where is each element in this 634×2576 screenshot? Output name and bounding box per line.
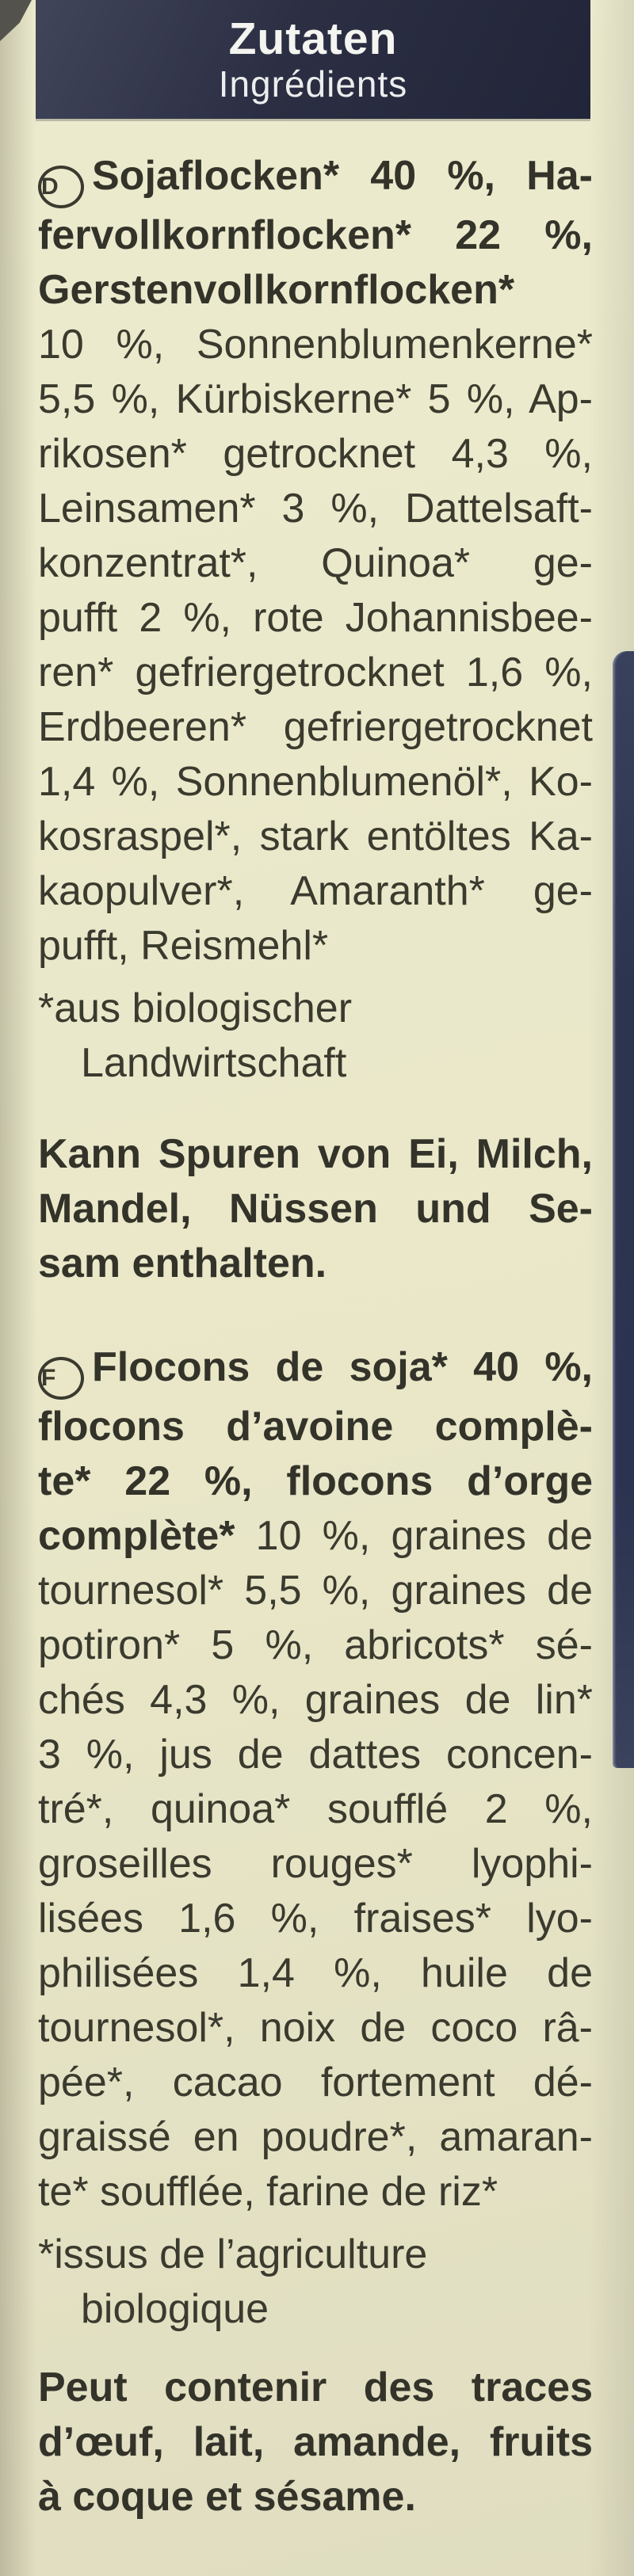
ingredients-header-panel: [36, 0, 590, 119]
ingredient-text-bold: Sojaflocken* 40 %, Ha-: [92, 153, 593, 199]
text-line: [38, 700, 593, 755]
text-line: [38, 372, 593, 427]
text-line: [38, 1509, 593, 1564]
allergen-note-de: [38, 1127, 593, 1291]
text-line: [38, 1728, 593, 1782]
text-line: [38, 1182, 593, 1237]
text-line: [38, 2361, 593, 2415]
ingredient-text: ren* gefriergetrocknet 1,6 %,: [38, 650, 593, 695]
ingredient-text: 1,4 %, Sonnenblumenöl*, Ko-: [38, 759, 593, 805]
circled-d-language-marker: D: [38, 166, 84, 208]
text-line: [38, 2001, 593, 2056]
text-line: [38, 263, 593, 318]
text-line: [38, 427, 593, 482]
text-line: [38, 591, 593, 646]
ingredient-text-bold: à coque et sésame.: [38, 2474, 416, 2520]
ingredient-text: Leinsamen* 3 %, Dattelsaft-: [38, 486, 593, 532]
text-line: [38, 1237, 593, 1291]
ingredient-text-bold: Kann Spuren von Ei, Milch,: [38, 1131, 593, 1177]
package-edge-strip: [613, 651, 634, 1768]
ingredient-text-bold: Flocons de soja* 40 %,: [92, 1344, 593, 1390]
ingredient-paragraph-de: [38, 149, 593, 974]
organic-footnote-fr: [38, 2227, 593, 2337]
text-line: [38, 149, 593, 208]
ingredient-text-bold: fervollkornflocken* 22 %,: [38, 212, 593, 258]
ingredient-text: biologique: [81, 2286, 269, 2332]
text-line: [38, 1564, 593, 1618]
text-line: [38, 1946, 593, 2001]
text-line: [38, 1127, 593, 1182]
ingredient-text: 10 %, graines de: [235, 1513, 593, 1559]
ingredient-text: tré*, quinoa* soufflé 2 %,: [38, 1786, 593, 1832]
ingredient-text: Landwirtschaft: [81, 1040, 347, 1086]
ingredient-text: 3 %, jus de dattes concen-: [38, 1732, 593, 1778]
ingredient-text: potiron* 5 %, abricots* sé-: [38, 1622, 593, 1668]
text-line: [38, 1837, 593, 1892]
header-title-de: Zutaten: [228, 13, 398, 64]
organic-footnote-de: [38, 981, 593, 1091]
ingredient-text: chés 4,3 %, graines de lin*: [38, 1677, 593, 1723]
ingredient-text: kosraspel*, stark entöltes Ka-: [38, 814, 593, 859]
text-line: [38, 810, 593, 864]
allergen-note-fr: [38, 2361, 593, 2525]
ingredient-text: kaopulver*, Amaranth* ge-: [38, 868, 593, 914]
ingredient-text: te* soufflée, farine de riz*: [38, 2169, 498, 2215]
ingredient-text: 5,5 %, Kürbiskerne* 5 %, Ap-: [38, 376, 593, 422]
ingredient-text-bold: complète*: [38, 1513, 235, 1559]
text-line: [38, 1673, 593, 1728]
ingredient-text-bold: d’œuf, lait, amande, fruits: [38, 2419, 593, 2465]
text-line: [38, 864, 593, 919]
ingredient-text: Erdbeeren* gefriergetrocknet: [38, 704, 593, 750]
ingredient-text-bold: sam enthalten.: [38, 1240, 327, 1286]
text-line: [38, 482, 593, 536]
ingredient-text-bold: Peut contenir des traces: [38, 2365, 593, 2410]
text-line: [38, 2056, 593, 2110]
ingredient-text: pufft 2 %, rote Johannisbee-: [38, 595, 593, 641]
text-line: [38, 646, 593, 700]
text-line: [38, 1618, 593, 1673]
ingredient-text: philisées 1,4 %, huile de: [38, 1950, 593, 1996]
text-line: [38, 2415, 593, 2470]
text-line: [38, 1400, 593, 1454]
text-line: [38, 1454, 593, 1509]
package-fold-shadow: [0, 0, 32, 41]
ingredient-text-bold: Gerstenvollkornflocken*: [38, 267, 515, 313]
ingredient-text: pée*, cacao fortement dé-: [38, 2060, 593, 2105]
text-line: [38, 208, 593, 263]
header-title-fr: Ingrédients: [218, 63, 408, 105]
text-line: [38, 755, 593, 810]
text-line: [38, 1036, 593, 1091]
text-line: [38, 2470, 593, 2525]
text-line: [38, 1892, 593, 1946]
text-line: [38, 1340, 593, 1400]
ingredient-text-bold: Mandel, Nüssen und Se-: [38, 1186, 593, 1232]
text-line: [38, 2110, 593, 2165]
text-line: [38, 919, 593, 974]
ingredient-paragraph-fr: [38, 1340, 593, 2220]
text-line: [38, 1782, 593, 1837]
ingredient-text-bold: flocons d’avoine complè-: [38, 1404, 593, 1450]
ingredient-text: rikosen* getrocknet 4,3 %,: [38, 431, 593, 477]
ingredient-text: tournesol* 5,5 %, graines de: [38, 1568, 593, 1614]
text-line: [38, 981, 593, 1036]
ingredient-text: tournesol*, noix de coco râ-: [38, 2005, 593, 2051]
text-line: [38, 2227, 593, 2282]
ingredient-text-bold: te* 22 %, flocons d’orge: [38, 1458, 593, 1504]
text-line: [38, 318, 593, 372]
text-line: [38, 536, 593, 591]
text-line: [38, 2282, 593, 2337]
ingredient-text: *aus biologischer: [38, 985, 353, 1031]
ingredient-text: konzentrat*, Quinoa* ge-: [38, 540, 593, 586]
ingredient-text: graissé en poudre*, amaran-: [38, 2114, 593, 2160]
circled-f-language-marker: F: [38, 1357, 84, 1400]
ingredient-text: 10 %, Sonnenblumenkerne*: [38, 322, 593, 368]
ingredient-text: lisées 1,6 %, fraises* lyo-: [38, 1896, 593, 1942]
ingredient-text: *issus de l’agriculture: [38, 2231, 428, 2277]
text-line: [38, 2165, 593, 2220]
ingredient-text: pufft, Reismehl*: [38, 923, 329, 969]
ingredient-text: groseilles rouges* lyophi-: [38, 1841, 593, 1887]
